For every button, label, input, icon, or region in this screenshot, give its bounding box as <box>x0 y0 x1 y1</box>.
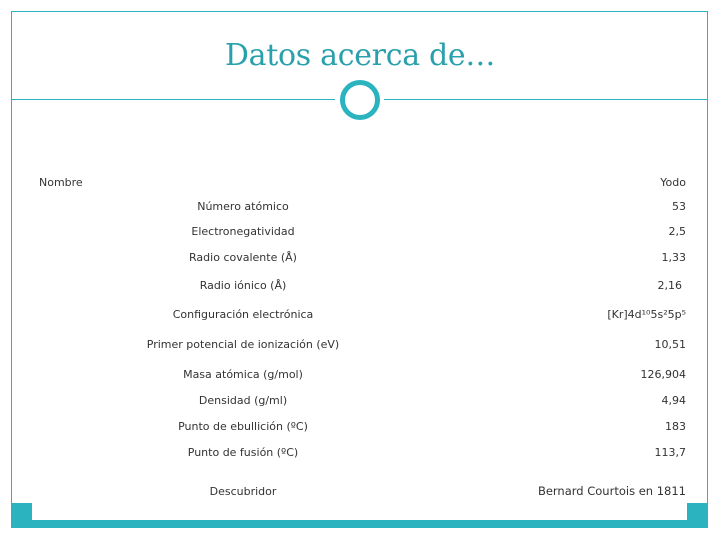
row-value-configuracion-electronica: [Kr]4d¹⁰5s²5p⁵ <box>607 308 686 321</box>
row-label-punto-ebullicion: Punto de ebullición (ºC) <box>178 420 308 433</box>
row-value-masa-atomica: 126,904 <box>640 368 686 381</box>
table-row <box>0 225 720 243</box>
circle-ornament-icon <box>340 80 380 120</box>
slide-title: Datos acerca de… <box>224 38 496 73</box>
table-row <box>0 368 720 386</box>
table-row <box>0 279 720 297</box>
table-row <box>0 420 720 438</box>
row-value-punto-fusion: 113,7 <box>654 446 686 459</box>
row-value-potencial-ionizacion: 10,51 <box>654 338 686 351</box>
row-label-numero-atomico: Número atómico <box>197 200 289 213</box>
row-value-nombre: Yodo <box>660 176 686 189</box>
row-label-radio-covalente: Radio covalente (Å) <box>189 251 297 264</box>
title-divider-left <box>11 99 335 100</box>
row-value-densidad: 4,94 <box>661 394 686 407</box>
row-value-punto-ebullicion: 183 <box>665 420 686 433</box>
table-row <box>0 394 720 412</box>
table-row <box>0 308 720 326</box>
table-row <box>0 485 720 503</box>
table-row <box>0 338 720 356</box>
title-divider-right <box>384 99 708 100</box>
row-label-descubridor: Descubridor <box>209 485 277 498</box>
row-value-numero-atomico: 53 <box>672 200 686 213</box>
row-label-masa-atomica: Masa atómica (g/mol) <box>183 368 303 381</box>
row-label-radio-ionico: Radio iónico (Å) <box>199 279 287 292</box>
row-value-radio-covalente: 1,33 <box>661 251 686 264</box>
table-row <box>0 200 720 218</box>
row-label-densidad: Densidad (g/ml) <box>198 394 288 407</box>
row-value-descubridor: Bernard Courtois en 1811 <box>537 484 686 498</box>
row-value-electronegatividad: 2,5 <box>668 225 686 238</box>
row-label-nombre: Nombre <box>39 176 83 189</box>
row-label-punto-fusion: Punto de fusión (ºC) <box>187 446 299 459</box>
row-label-potencial-ionizacion: Primer potencial de ionización (eV) <box>146 338 340 351</box>
table-row <box>0 176 720 194</box>
row-label-electronegatividad: Electronegatividad <box>191 225 295 238</box>
row-label-configuracion-electronica: Configuración electrónica <box>172 308 314 321</box>
table-row <box>0 446 720 464</box>
row-value-radio-ionico: 2,16 <box>657 279 682 292</box>
table-row <box>0 251 720 269</box>
bottom-accent-bar <box>11 520 708 528</box>
